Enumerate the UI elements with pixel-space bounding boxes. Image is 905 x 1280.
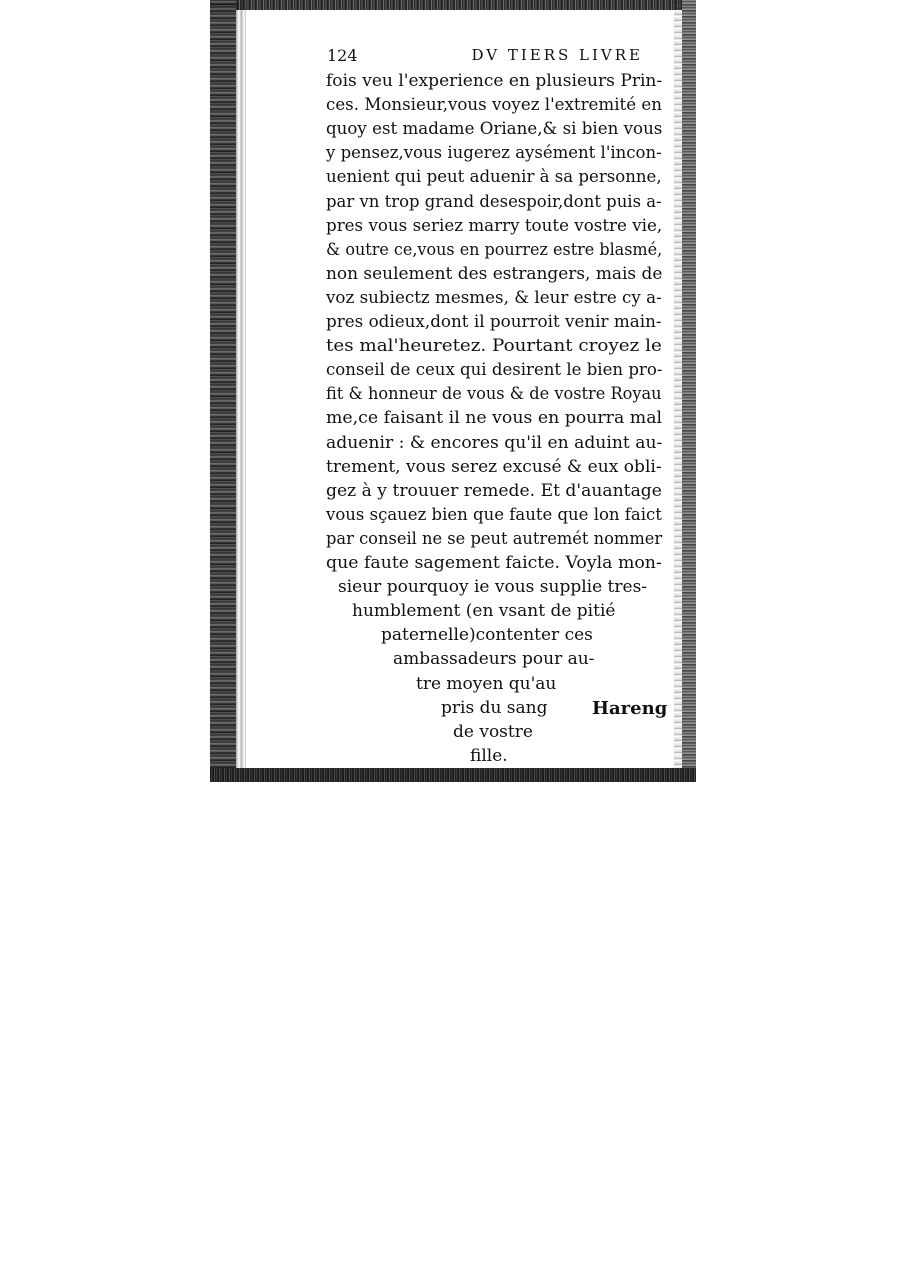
text-line: que faute sagement faicte. Voyla mon- [326,553,662,573]
text-line: pris du sang [441,697,548,718]
page-fore-edge [682,0,696,770]
running-header [327,46,643,65]
text-line: tre moyen qu'au [416,673,557,694]
text-line: uenient qui peut aduenir à sa personne, [326,167,662,188]
text-line: ambassadeurs pour au- [393,649,595,670]
text-line: conseil de ceux qui desirent le bien pro- [326,360,663,381]
text-line: y pensez,vous iugerez aysément l'incon- [326,143,662,164]
text-line: paternelle)contenter ces [381,625,593,646]
text-line: voz subiectz mesmes, & leur estre cy a- [326,287,662,308]
running-title: DV TIERS LIVRE [471,46,643,64]
page-right-shadow [674,0,682,770]
text-line: fois veu l'experience en plusieurs Prin- [326,71,663,91]
text-line: tes mal'heuretez. Pourtant croyez le [326,336,662,357]
text-line: aduenir : & encores qu'il en aduint au- [326,432,663,453]
text-line: trement, vous serez excusé & eux obli- [326,456,662,477]
text-line: fille. [470,745,508,766]
book-gutter-shadow [210,0,236,782]
text-line: de vostre [453,721,533,742]
catchword: Hareng [592,698,668,719]
text-line: par vn trop grand desespoir,dont puis a- [326,191,662,212]
text-line: vous sçauez bien que faute que lon faict [326,504,662,525]
text-line: sieur pourquoy ie vous supplie tres- [338,577,648,598]
text-line: pres vous seriez marry toute vostre vie, [326,215,663,236]
page-bottom-edge [210,768,696,782]
page-top-edge [210,0,696,10]
text-line: me,ce faisant il ne vous en pourra mal [326,408,663,429]
text-line: par conseil ne se peut autremét nommer [326,528,663,549]
text-line: & outre ce,vous en pourrez estre blasmé, [326,239,663,260]
text-line: fit & honneur de vous & de vostre Royau [326,384,662,405]
text-line: pres odieux,dont il pourroit venir main- [326,312,662,332]
page-number: 124 [327,46,358,65]
text-line: gez à y trouuer remede. Et d'auantage [326,480,662,501]
text-line: humblement (en vsant de pitié [352,601,616,622]
text-line: ces. Monsieur,vous voyez l'extremité en [326,95,662,116]
text-line: non seulement des estrangers, mais de [326,263,663,284]
text-line: quoy est madame Oriane,& si bien vous [326,119,663,140]
